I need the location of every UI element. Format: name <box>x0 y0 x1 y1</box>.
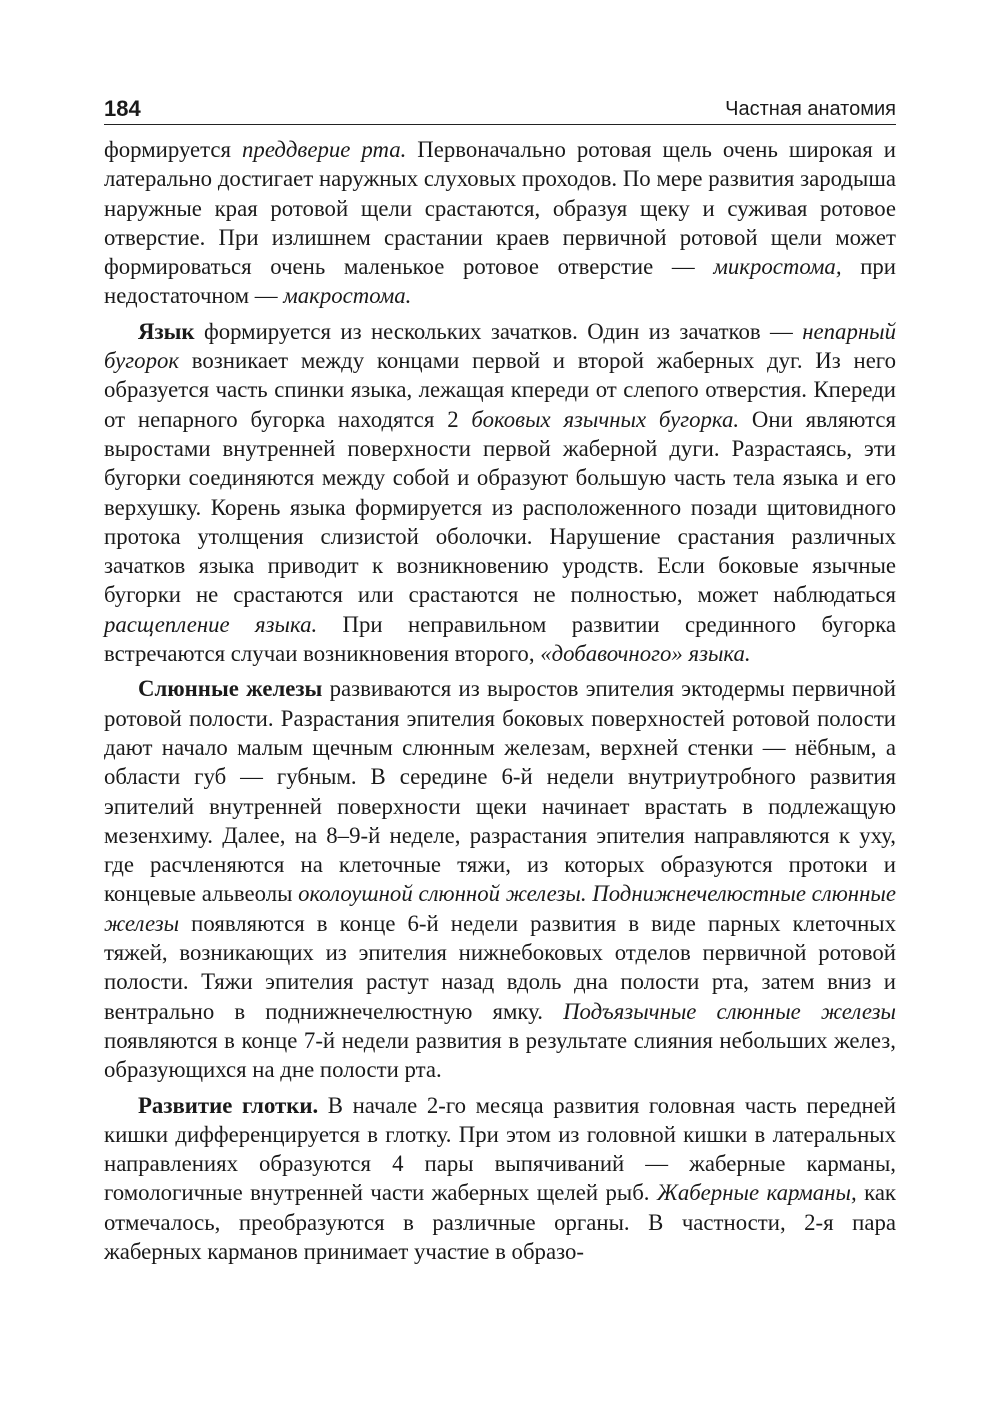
page-number: 184 <box>104 96 141 121</box>
paragraph-pharynx <box>104 1091 896 1267</box>
running-head <box>104 88 896 125</box>
text-run: Они являются выростами внутренней поверхности первой жаберной дуги. Разрастаясь, эти бугорки соединяются между собой и образуют большую часть тела языка и его верхушку. Корень языка формируется из расположенного позади щитовидного протока утолщения слизистой оболочки. Нарушение срастания различных зачатков языка приводит к возникновению уродств. Если боковые язычные бугорки не срастаются или срастаются не полностью, может наблюдаться <box>104 406 896 608</box>
paragraph-tongue <box>104 317 896 669</box>
body-text <box>104 135 896 1266</box>
bold-heading: Слюнные железы <box>138 676 323 702</box>
text-run: возникает между концами первой и второй жаберных дуг. Из него образуется часть спинки языка, лежащая кпереди от слепого отверстия. Кпереди от непарного бугорка находятся 2 <box>104 348 896 432</box>
bold-heading: Язык <box>138 318 195 344</box>
italic-term: «добавочного» языка. <box>540 641 751 667</box>
text-run: как отмечалось, преобразуются в различные органы. В частности, 2-я пара жаберных карманов принимает участие в образо- <box>104 1180 897 1264</box>
text-run: развиваются из выростов эпителия эктодермы первичной ротовой полости. Разрастания эпителия боковых поверхностей ротовой полости дают начало малым щечным слюнным железам, верхней стенки — нёбным, а области губ — губным. В середине 6-й недели внутриутробного развития эпителий внутренней поверхности щеки начинает врастать в подлежащую мезенхиму. Далее, на 8–9-й неделе, разрастания эпителия направляются к уху, где расчленяются на клеточные тяжи, из которых образуются протоки и концевые альвеолы <box>104 676 896 907</box>
text-run: формируется <box>104 137 243 162</box>
paragraph-salivary-glands <box>104 674 896 1084</box>
text-run: появляются в конце 7-й недели развития в результате слияния небольших желез, образующихся на дне полости рта. <box>104 1027 896 1083</box>
book-page <box>104 88 896 1272</box>
text-run: формируется из нескольких зачатков. Один из зачатков — <box>194 318 803 344</box>
text-run: При неправильном развитии срединного бугорка встречаются случаи возникновения второго, <box>104 611 897 667</box>
section-title: Частная анатомия <box>725 98 896 120</box>
italic-term: преддверие рта. <box>242 137 407 162</box>
text-run: появляются в конце 6-й недели развития в виде парных клеточных тяжей, возникающих из эпителия нижнебоковых отделов первичной ротовой полости. Тяжи эпителия растут назад вдоль дна полости рта, затем вниз и вентрально в поднижнечелюстную ямку. <box>104 910 896 1024</box>
italic-term: макростома. <box>283 283 412 309</box>
italic-term: микростома, <box>713 254 842 280</box>
text-run: при недостаточном — <box>104 254 896 309</box>
italic-term: непарный бугорок <box>104 318 896 374</box>
italic-term: околоушной слюнной железы. Поднижнечелюстные слюнные железы <box>104 881 896 936</box>
text-run: Первоначально ротовая щель очень широкая и латерально достигает наружных слуховых проходов. По мере развития зародыша наружные края ротовой щели срастаются, образуя щеку и суживая ротовое отверстие. При излишнем срастании краев первичной ротовой щели может формироваться очень маленькое ротовое отверстие — <box>104 137 896 280</box>
text-run: В начале 2-го месяца развития головная часть передней кишки дифференцируется в глотку. При этом из головной кишки в латеральных направлениях образуются 4 пары выпячиваний — жаберные карманы, гомологичные внутренней части жаберных щелей рыб. <box>104 1092 896 1206</box>
bold-heading: Развитие глотки. <box>138 1092 319 1118</box>
italic-term: расщепление языка. <box>104 611 318 637</box>
italic-term: боковых язычных бугорка. <box>471 406 740 432</box>
paragraph-continuation <box>104 135 896 311</box>
italic-term: Подъязычные слюнные железы <box>563 998 896 1024</box>
italic-term: Жаберные карманы, <box>656 1180 857 1206</box>
